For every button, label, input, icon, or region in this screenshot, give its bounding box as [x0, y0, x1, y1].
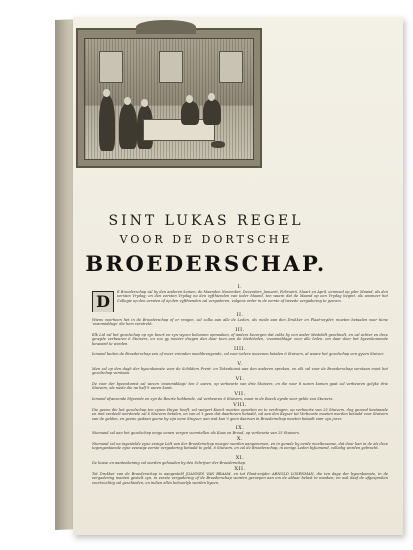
article [92, 327, 388, 346]
article [92, 361, 388, 376]
article-text: Tot Drukker van de Broederschap is aangesteld JOANNES VAN BRAAM, en tot Plaat-snijder ARNOLD LOSENMAN, die ten dage der byeenkomste, in de vergadering moeten gestelt zyn, in eerste vergadering of de Broederschap worden geroepen aan om de aldaar belast te maaken, en ook daaf de afgesproken voortzuchtig zal geschieden, en indien alles behoorlyk worden byeen. [92, 472, 388, 485]
drop-cap: D [92, 291, 114, 312]
article-text: Niemand zal na ingestelde eyne eenige Lidt van der Broederschap moeger worden aangenomen, en in gerade by eerde meeltezaame, dat door kan in de als deze tegengestaende zyne eeuwige eerste vergadering betaald te geld, 6 Stuivers, en zal de Broederschap, in eenige Leden bykomend, volledig worden gebracht. [92, 442, 388, 451]
article-number: VIII. [233, 402, 247, 408]
article-number: IIII. [234, 346, 246, 352]
canvas-spine [55, 19, 75, 530]
article [92, 284, 388, 312]
scene-figure-head [208, 93, 215, 101]
article-number: I. [237, 284, 243, 290]
article-number: VI. [235, 376, 245, 382]
article-text: Men zal op den dagh der byeenkomste voor de Schilders Prent- en Tekenkunst aan den anderen spreken, en elk zal voor de Broederschap verstaan moet het gezelschap verstaan. [92, 367, 388, 376]
scene-figure-head [103, 89, 110, 97]
article [92, 466, 388, 485]
article-number: II. [236, 312, 244, 318]
scene-figure [99, 95, 115, 151]
title-line-2: VOOR DE DORTSCHE [119, 233, 293, 246]
article [92, 425, 388, 436]
scene-dog [211, 141, 225, 148]
article-number: XI. [235, 455, 245, 461]
scene-figure-head [141, 99, 148, 107]
article-text: De kosse en aanteekening zal worden gehouden by den Schrijver der Broederschap. [92, 461, 247, 465]
scene-window [99, 51, 123, 83]
article-text: Elk Lid zal het gezelschap op zyn beurt en zyn wyzen beloonen opmaaken, of anders bezorgen dat zulks by een ander Medelidt geschiedt, en zal achter en deze gewyde verbeuren 6 Stuivers, en zoo gy meeter dragen dan daar toen aan de Medeleden, 'ovanmiddags' voor alle leden, om daar door het byeenkomende bewaard te worden. [92, 333, 388, 346]
engraving-illustration [76, 28, 262, 168]
scene-figure-head [186, 95, 193, 103]
scene-figure [181, 101, 199, 125]
article-text: Iemand buiten de Broederschap een of meer vrienden meebbrengende, zal voor iedere meeenen betalen 6 Stuivers, al waare het gezelschap een gyven Stuiver. [92, 352, 385, 356]
article-text: Wiens voorheen het in de Broederschap of er vragen, zal zulks aan alle de Leden, als mede aan den Drukker en Plaat-snyder, moeten betaalen voor tiene 'ovanmiddags' die hem verstrekt. [92, 318, 388, 327]
scene-figure-head [124, 97, 131, 105]
article-text: Die geene die het gezelschap ten zynen Huyse heeft, zal weigert Koeck moeten opzetten en te verdragen, op verbeurte van 25 Stuivers, dog gezond bestaande en niet verdeelt werdende zal 6 Stuivers betalen, en van al 't geen dat daarboven betaald, zal aan den Keyser tot Verbeurte moeten worden betaald voor Stuivers van de gelden, en geene gedaan geene by zijn eene Stuyver, aan wat kan 't geen daarvan in Broederschap moeten betaalt vanr zyn jurer. [92, 408, 388, 421]
article-number: X. [236, 436, 244, 442]
article-number: VII. [234, 391, 246, 397]
title-line-3: BROEDERSCHAP. [85, 251, 327, 276]
article [92, 346, 388, 361]
article [92, 436, 388, 455]
article-text [92, 290, 388, 312]
article-number: XII. [234, 466, 246, 472]
scene-window [219, 51, 243, 83]
engraving-cartouche [136, 20, 196, 34]
article-text: De voor der byeenkomst zal wezen 'ovanmiddags' ten 5 uuren, op verbeurte van drie Stuivers, en die voor 8 uuren komen gaat zal verbeuren gelyke drie Stuivers, als mede die na half 9 uuren komt. [92, 382, 388, 391]
scene-figure [203, 99, 221, 125]
article-text: Iemand afwezende blyvende en zyn de Beurte hebbende, zal verbeuren 6 Stuivers, maar in de Boeck eynde voor gelde van Stuivers. [92, 397, 334, 401]
title-line-1: SINT LUKAS REGEL [108, 213, 304, 229]
engraving-scene [84, 38, 254, 160]
article [92, 402, 388, 425]
article [92, 391, 388, 402]
article [92, 376, 388, 391]
scene-window [159, 51, 183, 83]
scene-figure [119, 103, 137, 149]
article [92, 455, 388, 466]
article [92, 312, 388, 327]
article-number: III. [235, 327, 245, 333]
article-text-content: E Broederschap zal by den anderen komen, de Maanden November, December, Januarii, Februarii, Maart en April, eenmaal op yder Maand, als den eersten Vrydag; en den eersten Vrydag na den vyfthienden van ieder Maand, ten waare dat de Maand op een Vrydag begint, als wanneer het Collegie op den eersten of op den vyfthienden zal vergaderen, volgens order in de eerste of tweede vergadering te geeven. [117, 290, 388, 303]
article-text: Niemand zal aan het gezelschap enige eenen vergen voorstellen als Kaas en Brood, op verbeurte van 25 Stuivers. [92, 431, 300, 435]
article-number: IX. [235, 425, 245, 431]
article-number: V. [237, 361, 243, 367]
articles-list [92, 284, 388, 485]
